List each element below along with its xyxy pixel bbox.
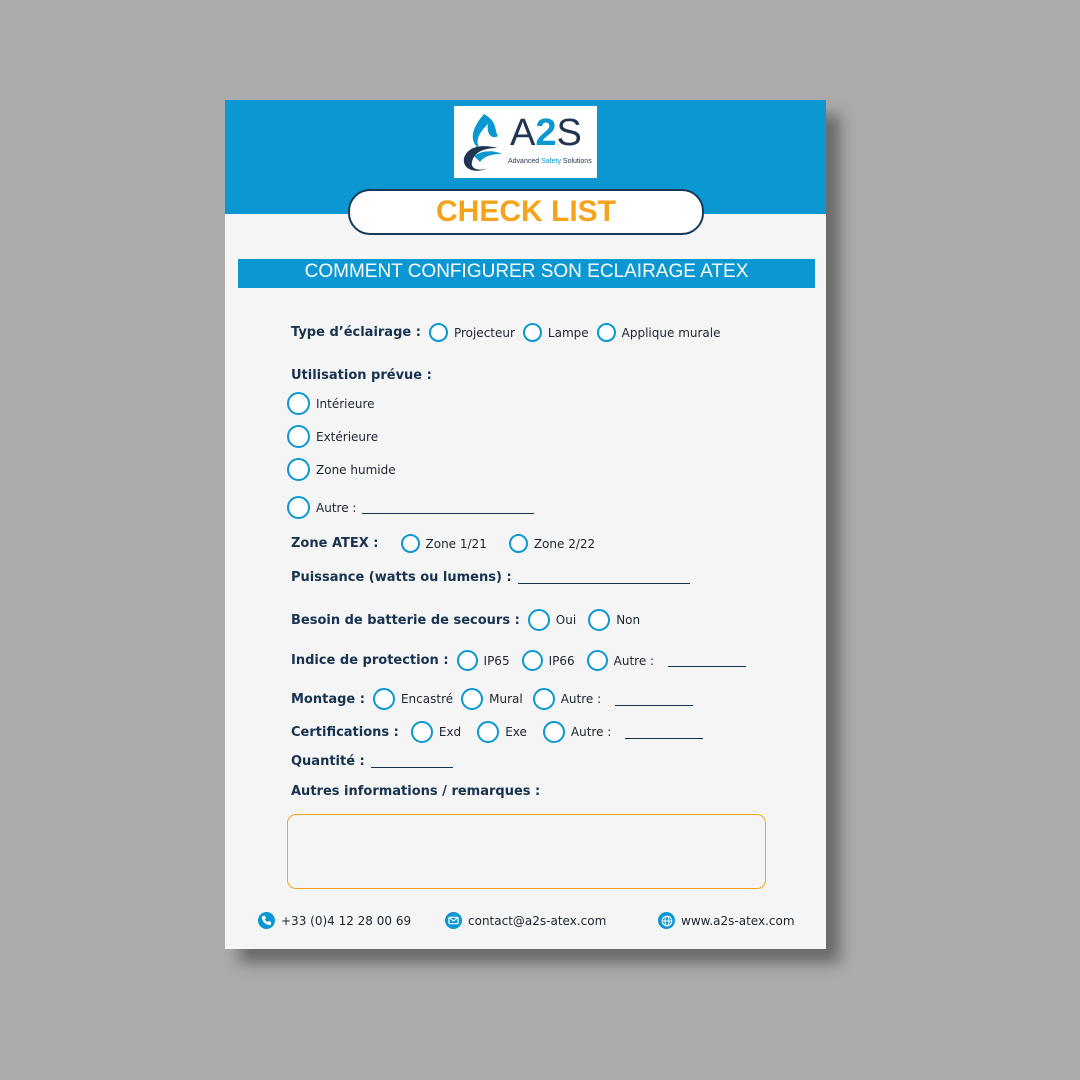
batterie-row [291,609,648,631]
quantite-row [291,754,453,769]
radio-circle[interactable] [533,688,555,710]
checklist-sheet [225,100,826,949]
option-lampe[interactable]: Lampe [523,323,589,342]
phone-text: +33 (0)4 12 28 00 69 [281,913,412,928]
radio-circle[interactable] [523,323,542,342]
montage-row [291,688,693,710]
type-eclairage-label: Type d’éclairage : [291,325,421,340]
logo-wordmark: A2S [510,112,582,154]
option-exe[interactable]: Exe [477,721,527,743]
option-ip66[interactable]: IP66 [522,650,575,671]
a2s-logo [454,106,597,178]
batterie-label: Besoin de batterie de secours : [291,612,520,628]
radio-circle[interactable] [411,721,433,743]
radio-circle[interactable] [287,392,310,415]
radio-circle[interactable] [457,650,478,671]
remarques-row [291,784,548,799]
radio-circle[interactable] [477,721,499,743]
page-title: CHECK LIST [348,189,704,235]
utilisation-label-row [291,368,440,383]
autre-montage-field[interactable] [615,693,693,706]
radio-circle[interactable] [429,323,448,342]
remarques-textarea[interactable] [287,814,766,889]
remarques-label: Autres informations / remarques : [291,784,541,799]
radio-circle[interactable] [543,721,565,743]
option-ip65[interactable]: IP65 [457,650,510,671]
puissance-row [291,570,690,585]
footer-email [445,912,606,929]
radio-circle[interactable] [587,650,608,671]
autre-utilisation-field[interactable] [362,501,534,514]
option-autre-certification[interactable]: Autre : [543,721,611,743]
radio-circle[interactable] [461,688,483,710]
radio-circle[interactable] [509,534,528,553]
utilisation-label: Utilisation prévue : [291,368,432,383]
option-exd[interactable]: Exd [411,721,461,743]
option-zone-humide[interactable]: Zone humide [287,458,396,481]
web-text[interactable]: www.a2s-atex.com [681,913,795,928]
radio-circle[interactable] [287,458,310,481]
flame-icon [454,106,514,178]
montage-label: Montage : [291,691,365,707]
option-encastre[interactable]: Encastré [373,688,453,710]
logo-tagline: Advanced Safety Solutions [508,158,592,165]
radio-circle[interactable] [597,323,616,342]
phone-icon [258,912,275,929]
footer-web [658,912,795,929]
option-projecteur[interactable]: Projecteur [429,323,515,342]
zone-atex-label: Zone ATEX : [291,536,379,551]
section-banner: COMMENT CONFIGURER SON ECLAIRAGE ATEX [238,259,815,288]
radio-circle[interactable] [373,688,395,710]
option-autre-protection[interactable]: Autre : [587,650,654,671]
option-interieure[interactable]: Intérieure [287,392,375,415]
option-zone-2-22[interactable]: Zone 2/22 [509,534,595,553]
radio-circle[interactable] [522,650,543,671]
email-icon [445,912,462,929]
footer-phone [258,912,411,929]
protection-label: Indice de protection : [291,653,449,668]
option-mural[interactable]: Mural [461,688,523,710]
option-autre-montage[interactable]: Autre : [533,688,601,710]
radio-circle[interactable] [588,609,610,631]
email-text[interactable]: contact@a2s-atex.com [468,913,607,928]
zone-atex-row [291,534,603,553]
autre-protection-field[interactable] [668,654,746,667]
option-exterieure[interactable]: Extérieure [287,425,378,448]
radio-circle[interactable] [401,534,420,553]
radio-circle[interactable] [528,609,550,631]
option-applique-murale[interactable]: Applique murale [597,323,721,342]
certifications-row [291,721,703,743]
radio-circle[interactable] [287,425,310,448]
puissance-field[interactable] [518,571,690,584]
protection-row [291,650,746,671]
option-zone-1-21[interactable]: Zone 1/21 [401,534,487,553]
option-non[interactable]: Non [588,609,640,631]
quantite-field[interactable] [371,755,453,768]
option-autre-utilisation[interactable]: Autre : [287,496,534,519]
type-eclairage-row [291,323,729,342]
puissance-label: Puissance (watts ou lumens) : [291,570,512,585]
radio-circle[interactable] [287,496,310,519]
globe-icon [658,912,675,929]
certifications-label: Certifications : [291,724,399,740]
quantite-label: Quantité : [291,754,365,769]
autre-certification-field[interactable] [625,726,703,739]
option-oui[interactable]: Oui [528,609,576,631]
